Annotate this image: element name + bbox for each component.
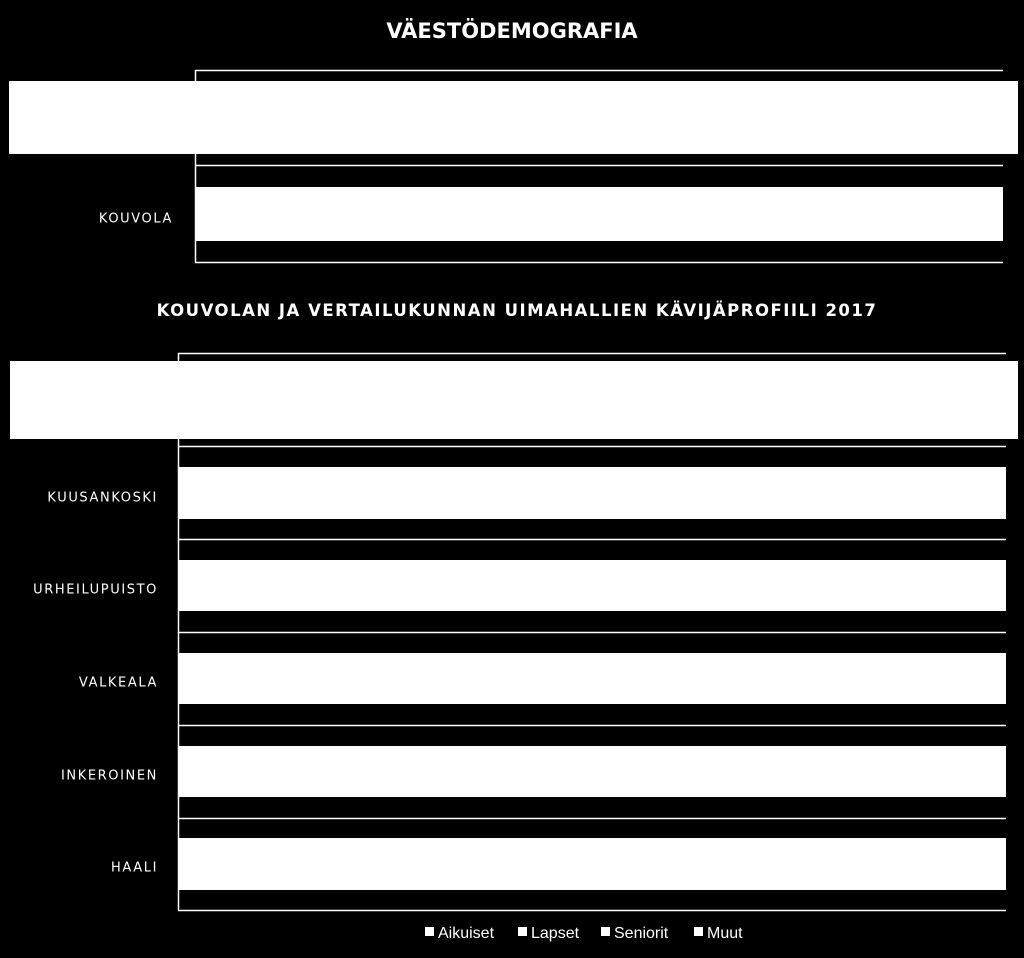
chart2-category-labels [33, 491, 158, 876]
chart2-legend [425, 925, 743, 942]
chart1-bar-0-aikuiset [9, 81, 1018, 154]
chart2-category-label-kuusankoski: KUUSANKOSKI [47, 490, 158, 506]
legend-label-aikuiset: Aikuiset [438, 925, 495, 942]
legend-label-lapset: Lapset [531, 925, 580, 942]
chart-visitor-profile [10, 301, 1018, 942]
chart2-bar-3-aikuiset [178, 653, 1006, 704]
chart1-category-label-kouvola: KOUVOLA [98, 211, 173, 227]
chart2-bar-5-aikuiset [178, 838, 1006, 890]
legend-swatch-aikuiset [425, 927, 434, 936]
chart-population-demography [9, 18, 1018, 263]
chart1-bar-1-aikuiset [195, 187, 1003, 241]
chart2-bar-1-aikuiset [178, 467, 1006, 519]
chart2-title: KOUVOLAN JA VERTAILUKUNNAN UIMAHALLIEN KÄVIJÄPROFIILI 2017 [156, 301, 878, 320]
chart2-category-label-valkeala: VALKEALA [78, 675, 158, 691]
chart2-category-label-urheilupuisto: URHEILUPUISTO [33, 582, 158, 598]
chart1-category-labels [99, 212, 173, 227]
chart2-bars [10, 361, 1018, 890]
legend-label-muut: Muut [707, 925, 743, 942]
chart2-category-label-inkeroinen: INKEROINEN [60, 768, 158, 784]
chart1-title: VÄESTÖDEMOGRAFIA [386, 19, 638, 43]
chart2-category-label-haali: HAALI [111, 860, 158, 876]
legend-swatch-muut [694, 927, 703, 936]
legend-swatch-lapset [518, 927, 527, 936]
chart2-bar-4-aikuiset [178, 746, 1006, 797]
legend-swatch-seniorit [601, 927, 610, 936]
chart2-bar-2-aikuiset [178, 560, 1006, 611]
legend-label-seniorit: Seniorit [614, 925, 669, 942]
chart2-bar-0-aikuiset [10, 361, 1018, 439]
